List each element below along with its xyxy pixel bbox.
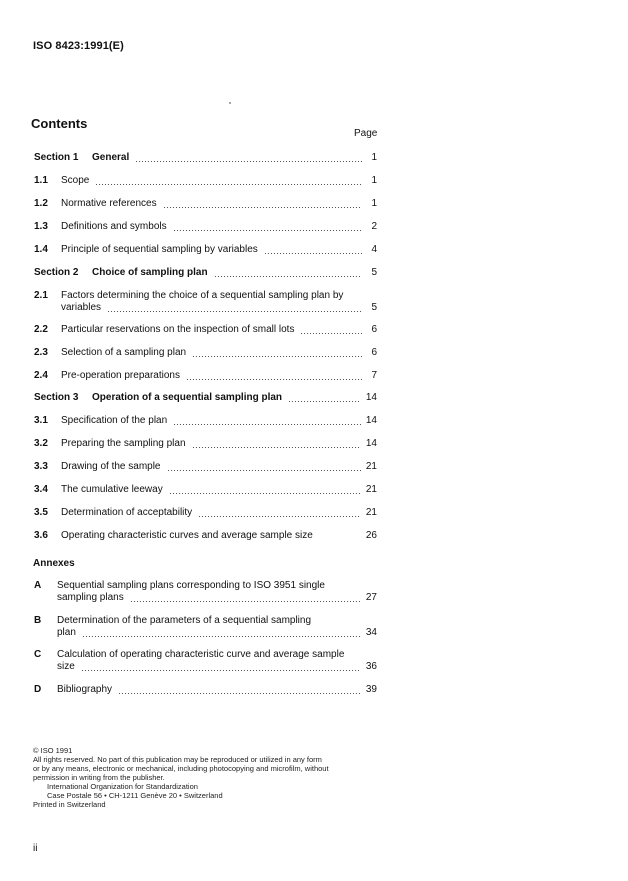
printed-in: Printed in Switzerland [33,800,106,809]
toc-entry-title-continued: variables [61,302,102,313]
toc-entry-page: 4 [371,244,377,255]
toc-entry-page: 1 [371,175,377,186]
leader-dots [163,207,362,208]
leader-dots [135,161,362,162]
annex-title: Sequential sampling plans corresponding to ISO 3951 single [57,580,325,591]
leader-dots [264,253,362,254]
leader-dots [169,493,361,494]
annex-entry-a[interactable] [34,580,377,604]
leader-dots [173,230,362,231]
leader-dots [167,470,361,471]
toc-entry-1-4[interactable] [34,244,377,256]
toc-entry-number: 3.1 [34,415,48,426]
toc-entry-3-2[interactable] [34,438,377,450]
toc-entry-page: 5 [371,267,377,278]
toc-entry-number: 2.1 [34,290,48,301]
leader-dots [300,333,362,334]
toc-entry-page: 7 [371,370,377,381]
toc-entry-number: 1.2 [34,198,48,209]
toc-entry-title: Selection of a sampling plan [61,347,187,358]
annex-letter: A [34,580,42,591]
toc-entry-page: 2 [371,221,377,232]
toc-entry-number: Section 3 [34,392,79,403]
leader-dots [192,447,361,448]
toc-entry-3-6[interactable] [34,530,377,542]
annex-title-continued: sampling plans [57,592,124,603]
toc-entry-3-3[interactable] [34,461,377,473]
toc-entry-number: 3.2 [34,438,48,449]
toc-entry-title: Determination of acceptability [61,507,193,518]
contents-title: Contents [31,116,88,131]
toc-entry-2-4[interactable] [34,370,377,382]
annexes-title: Annexes [33,558,75,569]
organization-name: International Organization for Standardization [47,782,198,791]
rights-text-line: or by any means, electronic or mechanical, including photocopying and microfilm, without [33,764,329,773]
rights-text-line: All rights reserved. No part of this publication may be reproduced or utilized in any form [33,755,322,764]
toc-entry-section-2[interactable] [34,267,377,279]
leader-dots [198,516,361,517]
toc-entry-3-5[interactable] [34,507,377,519]
leader-dots [288,401,361,402]
toc-entry-number: 1.3 [34,221,48,232]
annex-entry-c[interactable] [34,649,377,673]
toc-entry-page: 1 [371,198,377,209]
leader-dots [118,693,361,694]
toc-entry-number: 1.4 [34,244,48,255]
toc-entry-title: Drawing of the sample [61,461,161,472]
leader-dots [82,636,361,637]
toc-entry-page: 21 [365,507,377,518]
annex-page: 39 [365,684,377,695]
toc-entry-number: Section 1 [34,152,79,163]
toc-entry-page: 21 [365,484,377,495]
toc-entry-title: Scope [61,175,90,186]
rights-text-line: permission in writing from the publisher. [33,773,165,782]
leader-dots [107,311,362,312]
annex-entry-d[interactable] [34,684,377,696]
page-number: ii [33,843,38,854]
toc-entry-page: 6 [371,347,377,358]
annex-entry-b[interactable] [34,615,377,639]
annex-title-continued: size [57,661,75,672]
annex-page: 27 [365,592,377,603]
copyright-notice: © ISO 1991 [33,746,73,755]
toc-entry-page: 5 [371,302,377,313]
toc-entry-number: 3.4 [34,484,48,495]
document-id: ISO 8423:1991(E) [33,40,124,52]
toc-entry-title: Principle of sequential sampling by variables [61,244,258,255]
organization-address: Case Postale 56 • CH-1211 Genève 20 • Switzerland [47,791,223,800]
toc-entry-title: Particular reservations on the inspection of small lots [61,324,295,335]
leader-dots [130,601,361,602]
toc-entry-2-2[interactable] [34,324,377,336]
toc-entry-section-1[interactable] [34,152,377,164]
toc-entry-2-3[interactable] [34,347,377,359]
toc-entry-number: 3.6 [34,530,48,541]
annex-title: Calculation of operating characteristic curve and average sample [57,649,345,660]
leader-space [319,539,361,540]
toc-entry-1-1[interactable] [34,175,377,187]
toc-entry-number: 2.3 [34,347,48,358]
toc-entry-title: Operation of a sequential sampling plan [92,392,283,403]
toc-entry-page: 6 [371,324,377,335]
toc-entry-number: Section 2 [34,267,79,278]
annex-page: 36 [365,661,377,672]
annex-letter: B [34,615,42,626]
leader-dots [214,276,362,277]
toc-entry-title: Operating characteristic curves and average sample size [61,530,313,541]
toc-entry-number: 3.5 [34,507,48,518]
toc-entry-page: 21 [365,461,377,472]
toc-entry-page: 14 [365,415,377,426]
toc-entry-title: Specification of the plan [61,415,168,426]
page-column-label: Page [354,128,378,139]
leader-dots [81,670,361,671]
toc-entry-section-3[interactable] [34,392,377,404]
toc-entry-1-2[interactable] [34,198,377,210]
toc-entry-page: 14 [365,438,377,449]
annex-title: Bibliography [57,684,113,695]
toc-entry-title: Choice of sampling plan [92,267,208,278]
toc-entry-title: Normative references [61,198,157,209]
toc-entry-title: Definitions and symbols [61,221,167,232]
toc-entry-page: 14 [365,392,377,403]
toc-entry-title: General [92,152,130,163]
annex-letter: C [34,649,42,660]
toc-entry-3-4[interactable] [34,484,377,496]
scan-speck [229,102,231,104]
annex-title: Determination of the parameters of a sequential sampling [57,615,312,626]
toc-entry-number: 2.4 [34,370,48,381]
annex-page: 34 [365,627,377,638]
toc-entry-number: 2.2 [34,324,48,335]
toc-entry-title: Preparing the sampling plan [61,438,186,449]
toc-entry-1-3[interactable] [34,221,377,233]
toc-entry-title: The cumulative leeway [61,484,163,495]
leader-dots [173,424,361,425]
annex-letter: D [34,684,42,695]
toc-entry-title: Factors determining the choice of a sequential sampling plan by [61,290,344,301]
toc-entry-title: Pre-operation preparations [61,370,180,381]
leader-dots [186,379,362,380]
copyright-block [33,746,383,809]
toc-entry-page: 1 [371,152,377,163]
toc-entry-number: 1.1 [34,175,48,186]
toc-entry-2-1[interactable] [34,290,377,314]
leader-dots [192,356,362,357]
toc-entry-3-1[interactable] [34,415,377,427]
annex-title-continued: plan [57,627,76,638]
toc-entry-page: 26 [365,530,377,541]
toc-entry-number: 3.3 [34,461,48,472]
leader-dots [95,184,362,185]
